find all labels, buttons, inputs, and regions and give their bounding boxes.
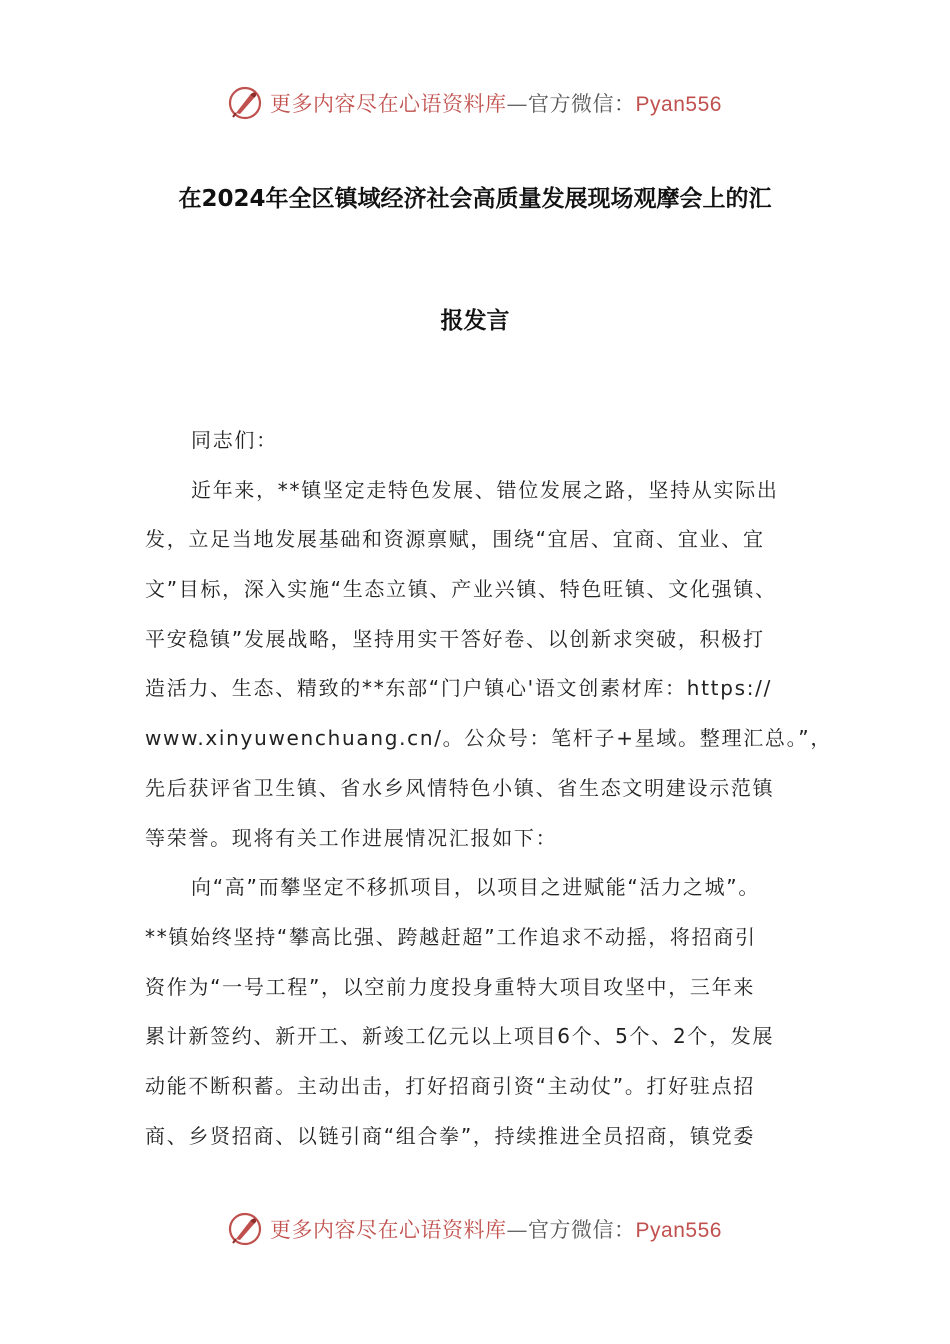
body-line: 先后获评省卫生镇、省水乡风情特色小镇、省生态文明建设示范镇 xyxy=(145,775,775,800)
document-body xyxy=(145,416,833,1161)
watermark-wechat-id: Pyan556 xyxy=(635,1219,722,1242)
watermark-main-text: 更多内容尽在心语资料库 xyxy=(270,1218,507,1242)
watermark-dash: — xyxy=(506,1218,529,1242)
quill-logo-icon xyxy=(228,86,262,120)
quill-logo-icon xyxy=(228,1212,262,1246)
body-line: **镇始终坚持“攀高比强、跨越赶超”工作追求不动摇，将招商引 xyxy=(145,924,757,949)
document-title-line-2: 报发言 xyxy=(440,308,510,334)
watermark-wechat-id: Pyan556 xyxy=(635,93,722,116)
body-line: 文”目标，深入实施“生态立镇、产业兴镇、特色旺镇、文化强镇、 xyxy=(145,577,777,602)
body-line: 同志们： xyxy=(191,428,278,452)
body-line: 发，立足当地发展基础和资源禀赋，围绕“宜居、宜商、宜业、宜 xyxy=(145,527,765,552)
watermark-dash: — xyxy=(506,92,529,116)
body-line: 平安稳镇”发展战略，坚持用实干答好卷、以创新求突破，积极打 xyxy=(145,626,765,651)
body-line: 资作为“一号工程”，以空前力度投身重特大项目攻坚中，三年来 xyxy=(145,974,756,999)
watermark-wechat-label: 官方微信： xyxy=(528,1218,636,1242)
body-line: 向“高”而攀坚定不移抓项目，以项目之进赋能“活力之城”。 xyxy=(191,875,761,900)
body-line: 造活力、生态、精致的**东部“门户镇心'语文创素材库：https:// xyxy=(145,676,773,701)
watermark-wechat-label: 官方微信： xyxy=(528,92,636,116)
body-line: 等荣誉。现将有关工作进展情况汇报如下： xyxy=(145,825,558,850)
document-title-line-1: 在2024年全区镇域经济社会高质量发展现场观摩会上的汇 xyxy=(178,186,772,212)
body-line: 商、乡贤招商、以链引商“组合拳”，持续推进全员招商，镇党委 xyxy=(145,1123,756,1148)
footer-watermark xyxy=(0,1209,950,1249)
header-watermark xyxy=(0,83,950,123)
watermark-main-text: 更多内容尽在心语资料库 xyxy=(270,92,507,116)
watermark-text xyxy=(270,88,722,118)
body-line: www.xinyuwenchuang.cn/。公众号：笔杆子+星域。整理汇总。”， xyxy=(145,726,833,751)
body-line: 动能不断积蓄。主动出击，打好招商引资“主动仗”。打好驻点招 xyxy=(145,1073,756,1098)
body-line: 近年来，**镇坚定走特色发展、错位发展之路，坚持从实际出 xyxy=(191,477,779,502)
watermark-text xyxy=(270,1214,722,1244)
body-line: 累计新签约、新开工、新竣工亿元以上项目6个、5个、2个，发展 xyxy=(145,1024,775,1049)
